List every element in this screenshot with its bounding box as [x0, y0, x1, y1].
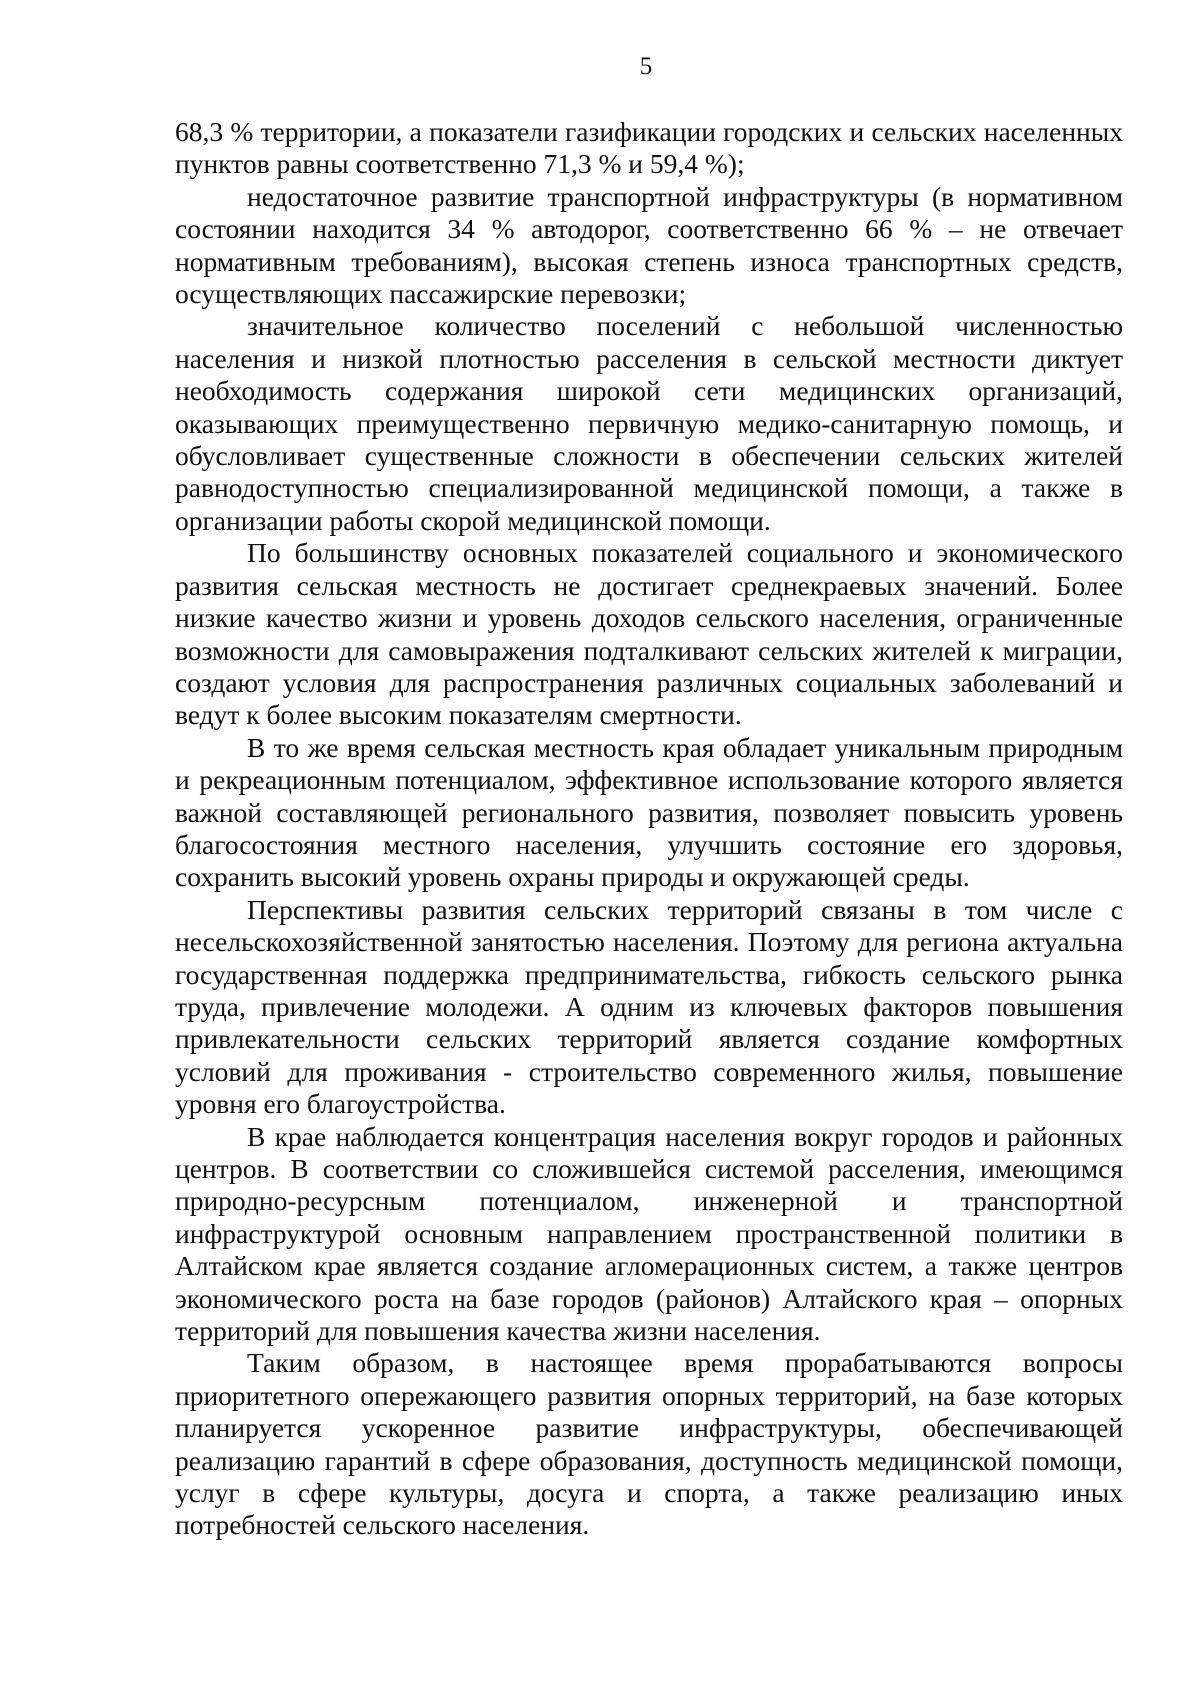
- paragraph-3: значительное количество поселений с небольшой численностью населения и низкой плотностью расселения в сельской местности диктует необходимость содержания широкой сети медицинских организаций, оказывающих преимущественно первичную медико-санитарную помощь, и обусловливает существенные сложности в обеспечении сельских жителей равнодоступностью специализированной медицинской помощи, а также в организации работы скорой медицинской помощи.: [175, 310, 1123, 536]
- paragraph-2: недостаточное развитие транспортной инфраструктуры (в нормативном состоянии находится 34 % автодорог, соответственно 66 % – не отвечает нормативным требованиям), высокая степень износа транспортных средств, осуществляющих пассажирские перевозки;: [175, 180, 1123, 310]
- paragraph-1: 68,3 % территории, а показатели газификации городских и сельских населенных пунктов равны соответственно 71,3 % и 59,4 %);: [175, 116, 1123, 180]
- paragraph-7: В крае наблюдается концентрация населения вокруг городов и районных центров. В соответствии со сложившейся системой расселения, имеющимся природно-ресурсным потенциалом, инженерной и транспортной инфраструктурой основным направлением пространственной политики в Алтайском крае является создание агломерационных систем, а также центров экономического роста на базе городов (районов) Алтайского края – опорных территорий для повышения качества жизни населения.: [175, 1120, 1123, 1347]
- paragraph-4: По большинству основных показателей социального и экономического развития сельская местность не достигает среднекраевых значений. Более низкие качество жизни и уровень доходов сельского населения, ограниченные возможности для самовыражения подталкивают сельских жителей к миграции, создают условия для распространения различных социальных заболеваний и ведут к более высоким показателям смертности.: [175, 537, 1123, 731]
- document-body: [175, 116, 1123, 1542]
- page-number: 5: [639, 53, 653, 80]
- paragraph-8: Таким образом, в настоящее время прорабатываются вопросы приоритетного опережающего развития опорных территорий, на базе которых планируется ускоренное развитие инфраструктуры, обеспечивающей реализацию гарантий в сфере образования, доступность медицинской помощи, услуг в сфере культуры, досуга и спорта, а также реализацию иных потребностей сельского населения.: [175, 1347, 1123, 1541]
- paragraph-5: В то же время сельская местность края обладает уникальным природным и рекреационным потенциалом, эффективное использование которого является важной составляющей регионального развития, позволяет повысить уровень благосостояния местного населения, улучшить состояние его здоровья, сохранить высокий уровень охраны природы и окружающей среды.: [175, 731, 1123, 893]
- paragraph-6: Перспективы развития сельских территорий связаны в том числе с несельскохозяйственной занятостью населения. Поэтому для региона актуальна государственная поддержка предпринимательства, гибкость сельского рынка труда, привлечение молодежи. А одним из ключевых факторов повышения привлекательности сельских территорий является создание комфортных условий для проживания - строительство современного жилья, повышение уровня его благоустройства.: [175, 893, 1123, 1120]
